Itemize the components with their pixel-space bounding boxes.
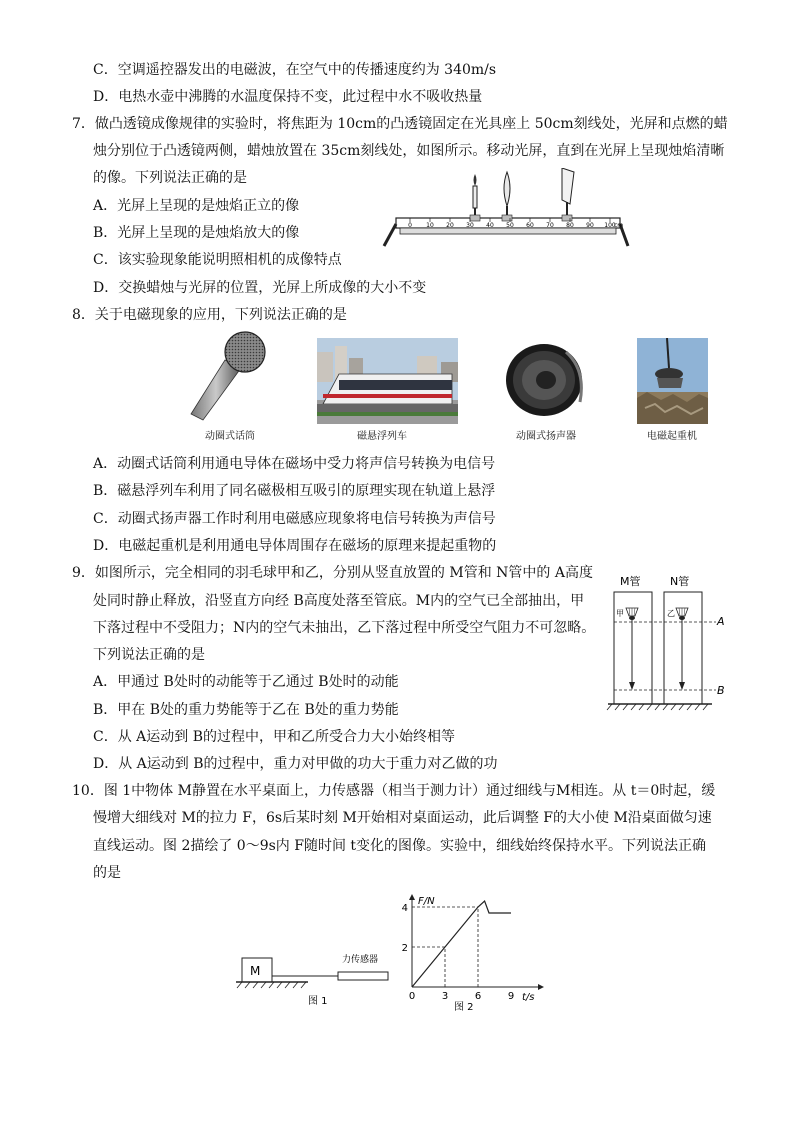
x-tick-label: 3 xyxy=(441,991,449,1002)
force-sensor-label: 力传感器 xyxy=(342,955,379,965)
caption-electromagnetic-crane: 电磁起重机 xyxy=(647,431,697,442)
maglev-train-image xyxy=(317,338,458,424)
q7-stem-line-2: 烛分别位于凸透镜两侧，蜡烛放置在 35cm刻线处，如图所示。移动光屏，直到在光屏上呈现烛焰清晰 xyxy=(93,143,725,159)
ruler-tick-label: 40 xyxy=(486,222,494,229)
x-tick-label: 0 xyxy=(408,991,416,1002)
x-tick-label: 6 xyxy=(474,991,482,1002)
block-m-label: M xyxy=(250,964,261,978)
ruler-tick-label: 50 xyxy=(506,222,514,229)
q9-option-a: A．甲通过 B处时的动能等于乙通过 B处时的动能 xyxy=(93,674,399,690)
figure-1-caption: 图 1 xyxy=(308,996,328,1007)
q6-option-d: D．电热水壶中沸腾的水温度保持不变，此过程中水不吸收热量 xyxy=(93,89,483,105)
x-tick-label: 9 xyxy=(507,991,515,1002)
level-b-label: B xyxy=(717,684,725,697)
y-tick-label: 4 xyxy=(401,903,408,914)
ruler-tick-label: 80 xyxy=(566,222,574,229)
q6-option-c: C．空调遥控器发出的电磁波，在空气中的传播速度约为 340m/s xyxy=(93,62,497,78)
optical-bench-figure xyxy=(382,168,632,252)
q10-stem-line-4: 的是 xyxy=(93,865,121,881)
q10-stem-line-1: 10．图 1中物体 M静置在水平桌面上，力传感器（相当于测力计）通过细线与M相连。从 t＝0时起，缓 xyxy=(72,783,716,799)
q7-option-b: B．光屏上呈现的是烛焰放大的像 xyxy=(93,225,300,241)
n-tube-label: N管 xyxy=(670,575,690,588)
q7-stem-line-3: 的像。下列说法正确的是 xyxy=(93,170,247,186)
q9-stem-line-2: 处同时静止释放，沿竖直方向经 B高度处落至管底。M内的空气已全部抽出，甲 xyxy=(93,593,585,609)
vacuum-tubes-figure xyxy=(604,570,734,718)
q8-option-b: B．磁悬浮列车利用了同名磁极相互吸引的原理实现在轨道上悬浮 xyxy=(93,483,496,499)
ruler-tick-label: 60 xyxy=(526,222,534,229)
loudspeaker-image xyxy=(504,340,588,418)
ruler-tick-label: 10 xyxy=(426,222,434,229)
ball-m-label: 甲 xyxy=(616,609,624,618)
screen-icon xyxy=(562,168,574,220)
figure-1-block-sensor xyxy=(236,942,396,1012)
caption-microphone: 动圈式话筒 xyxy=(205,431,255,442)
chart-x-label: t/s xyxy=(522,992,535,1003)
shuttlecock-m-icon xyxy=(626,608,638,620)
ruler-tick-label: 70 xyxy=(546,222,554,229)
shuttlecock-n-icon xyxy=(676,608,688,620)
q9-option-c: C．从 A运动到 B的过程中，甲和乙所受合力大小始终相等 xyxy=(93,729,456,745)
q8-option-d: D．电磁起重机是利用通电导体周围存在磁场的原理来提起重物的 xyxy=(93,538,497,554)
ruler-tick-label: 90 xyxy=(586,222,594,229)
q9-stem-line-4: 下列说法正确的是 xyxy=(93,647,205,663)
caption-maglev-train: 磁悬浮列车 xyxy=(357,431,407,442)
q8-stem: 8．关于电磁现象的应用，下列说法正确的是 xyxy=(72,307,347,323)
q7-option-a: A．光屏上呈现的是烛焰正立的像 xyxy=(93,198,300,214)
caption-loudspeaker: 动圈式扬声器 xyxy=(516,431,576,442)
ruler-unit-label: cm xyxy=(614,222,624,229)
q8-option-a: A．动圈式话筒利用通电导体在磁场中受力将声信号转换为电信号 xyxy=(93,456,496,472)
q7-stem-line-1: 7．做凸透镜成像规律的实验时，将焦距为 10cm的凸透镜固定在光具座上 50cm刻线处，光屏和点燃的蜡 xyxy=(72,116,728,132)
m-tube-label: M管 xyxy=(620,575,641,588)
q8-option-c: C．动圈式扬声器工作时利用电磁感应现象将电信号转换为声信号 xyxy=(93,511,496,527)
q9-stem-line-3: 下落过程中不受阻力；N内的空气未抽出，乙下落过程中所受空气阻力不可忽略。 xyxy=(93,620,596,636)
chart-y-label: F/N xyxy=(418,896,435,907)
optical-bench-rail xyxy=(384,215,628,246)
figure-2-caption: 图 2 xyxy=(454,1002,474,1013)
q9-stem-line-1: 9．如图所示，完全相同的羽毛球甲和乙，分别从竖直放置的 M管和 N管中的 A高度 xyxy=(72,565,593,581)
q9-option-b: B．甲在 B处的重力势能等于乙在 B处的重力势能 xyxy=(93,702,399,718)
y-tick-label: 2 xyxy=(401,943,408,954)
q10-stem-line-2: 慢增大细线对 M的拉力 F，6s后某时刻 M开始相对桌面运动，此后调整 F的大小使 M沿桌面做匀速 xyxy=(93,810,712,826)
force-sensor-icon xyxy=(338,972,388,980)
convex-lens-icon xyxy=(504,172,510,220)
ruler-tick-label: 20 xyxy=(446,222,454,229)
q9-option-d: D．从 A运动到 B的过程中，重力对甲做的功大于重力对乙做的功 xyxy=(93,756,498,772)
figure-2-f-t-graph xyxy=(392,892,552,1016)
f-t-series-line xyxy=(412,901,511,987)
q7-option-c: C．该实验现象能说明照相机的成像特点 xyxy=(93,252,342,268)
microphone-image xyxy=(183,330,267,422)
electromagnetic-crane-image xyxy=(637,338,708,424)
ruler-tick-label: 100 xyxy=(604,222,616,229)
ball-n-label: 乙 xyxy=(667,609,675,618)
level-a-label: A xyxy=(717,615,725,628)
q10-stem-line-3: 直线运动。图 2描绘了 0～9s内 F随时间 t变化的图像。实验中，细线始终保持水平。下列说法正确 xyxy=(93,838,707,854)
ruler-tick-label: 30 xyxy=(466,222,474,229)
q7-option-d: D．交换蜡烛与光屏的位置，光屏上所成像的大小不变 xyxy=(93,280,427,296)
candle-icon xyxy=(473,174,477,220)
ruler-tick-label: 0 xyxy=(408,222,412,229)
